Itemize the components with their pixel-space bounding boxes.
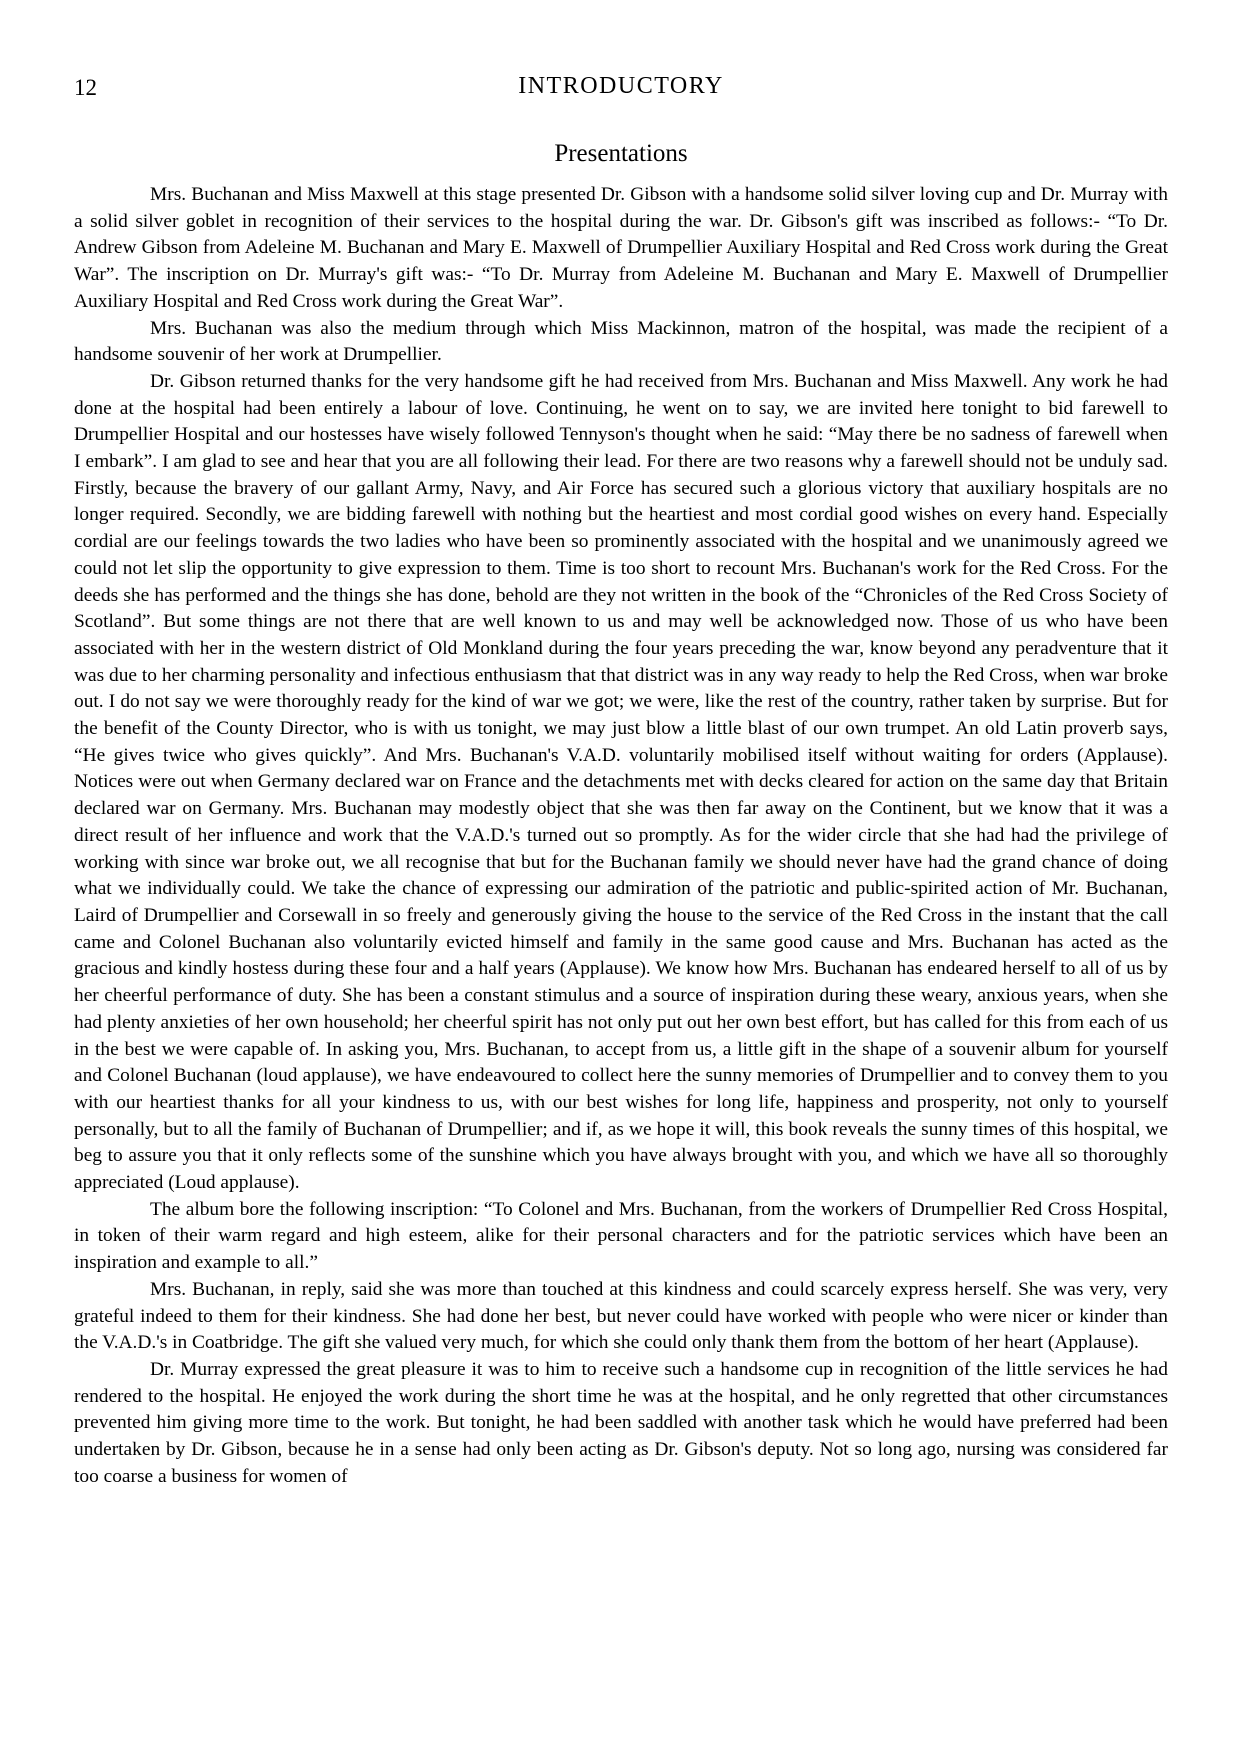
- page-header: [74, 72, 1168, 104]
- page-body: [74, 182, 1168, 1490]
- paragraph-1: Mrs. Buchanan and Miss Maxwell at this stage presented Dr. Gibson with a handsome solid silver loving cup and Dr. Murray with a solid silver goblet in recognition of their services to the hospital during the war. Dr. Gibson's gift was inscribed as follows:- “To Dr. Andrew Gibson from Adeleine M. Buchanan and Mary E. Maxwell of Drumpellier Auxiliary Hospital and Red Cross work during the Great War”. The inscription on Dr. Murray's gift was:- “To Dr. Murray from Adeleine M. Buchanan and Mary E. Maxwell of Drumpellier Auxiliary Hospital and Red Cross work during the Great War”.: [74, 184, 1168, 312]
- page-number: 12: [74, 75, 97, 100]
- paragraph-6: Dr. Murray expressed the great pleasure it was to him to receive such a handsome cup in recognition of the little services he had rendered to the hospital. He enjoyed the work during the short time he was at the hospital, and he only regretted that other circumstances prevented him giving more time to the work. But tonight, he had been saddled with another task which he would have preferred had been undertaken by Dr. Gibson, because he in a sense had only been acting as Dr. Gibson's deputy. Not so long ago, nursing was considered far too coarse a business for women of: [74, 1358, 1168, 1487]
- running-header-title: INTRODUCTORY: [518, 73, 724, 99]
- paragraph-3: Dr. Gibson returned thanks for the very handsome gift he had received from Mrs. Buchanan and Miss Maxwell. Any work he had done at the hospital had been entirely a labour of love. Continuing, he went on to say, we are invited here tonight to bid farewell to Drumpellier Hospital and our hostesses have wisely followed Tennyson's thought when he said: “May there be no sadness of farewell when I embark”. I am glad to see and hear that you are all following their lead. For there are two reasons why a farewell should not be unduly sad. Firstly, because the bravery of our gallant Army, Navy, and Air Force has secured such a glorious victory that auxiliary hospitals are no longer required. Secondly, we are bidding farewell with nothing but the heartiest and most cordial good wishes on every hand. Especially cordial are our feelings towards the two ladies who have been so prominently associated with the hospital and we unanimously agreed we could not let slip the opportunity to give expression to them. Time is too short to recount Mrs. Buchanan's work for the Red Cross. For the deeds she has performed and the things she has done, behold are they not written in the book of the “Chronicles of the Red Cross Society of Scotland”. But some things are not there that are well known to us and may well be acknowledged now. Those of us who have been associated with her in the western district of Old Monkland during the four years preceding the war, know beyond any peradventure that it was due to her charming personality and infectious enthusiasm that that district was in any way ready to help the Red Cross, when war broke out. I do not say we were thoroughly ready for the kind of war we got; we were, like the rest of the country, rather taken by surprise. But for the benefit of the County Director, who is with us tonight, we may just blow a little blast of our own trumpet. An old Latin proverb says, “He gives twice who gives quickly”. And Mrs. Buchanan's V.A.D. voluntarily mobilised itself without waiting for orders (Applause). Notices were out when Germany declared war on France and the detachments met with decks cleared for action on the same day that Britain declared war on Germany. Mrs. Buchanan may modestly object that she was then far away on the Continent, but we know that it was a direct result of her influence and work that the V.A.D.'s turned out so promptly. As for the wider circle that she had had the privilege of working with since war broke out, we all recognise that but for the Buchanan family we should never have had the grand chance of doing what we individually could. We take the chance of expressing our admiration of the patriotic and public-spirited action of Mr. Buchanan, Laird of Drumpellier and Corsewall in so freely and generously giving the house to the service of the Red Cross in the instant that the call came and Colonel Buchanan also voluntarily evicted himself and family in the same good cause and Mrs. Buchanan has acted as the gracious and kindly hostess during these four and a half years (Applause). We know how Mrs. Buchanan has endeared herself to all of us by her cheerful performance of duty. She has been a constant stimulus and a source of inspiration during these weary, anxious years, when she had plenty anxieties of her own household; her cheerful spirit has not only put out her own best effort, but has called for this from each of us in the best we were capable of. In asking you, Mrs. Buchanan, to accept from us, a little gift in the shape of a souvenir album for yourself and Colonel Buchanan (loud applause), we have endeavoured to collect here the sunny memories of Drumpellier and to convey them to you with our heartiest thanks for all your kindness to us, with our best wishes for long life, happiness and prosperity, not only to yourself personally, but to all the family of Buchanan of Drumpellier; and if, as we hope it will, this book reveals the sunny times of this hospital, we beg to assure you that it only reflects some of the sunshine which you have always brought with you, and which we have all so thoroughly appreciated (Loud applause).: [74, 370, 1168, 1194]
- paragraph-4: The album bore the following inscription: “To Colonel and Mrs. Buchanan, from the workers of Drumpellier Red Cross Hospital, in token of their warm regard and high esteem, alike for their personal characters and for the patriotic services which have been an inspiration and example to all.”: [74, 1198, 1168, 1274]
- paragraph-5: Mrs. Buchanan, in reply, said she was more than touched at this kindness and could scarcely express herself. She was very, very grateful indeed to them for their kindness. She had done her best, but never could have worked with people who were nicer or kinder than the V.A.D.'s in Coatbridge. The gift she valued very much, for which she could only thank them from the bottom of her heart (Applause).: [74, 1278, 1168, 1354]
- paragraph-2: Mrs. Buchanan was also the medium through which Miss Mackinnon, matron of the hospital, was made the recipient of a handsome souvenir of her work at Drumpellier.: [74, 317, 1168, 366]
- section-title: Presentations: [554, 140, 688, 167]
